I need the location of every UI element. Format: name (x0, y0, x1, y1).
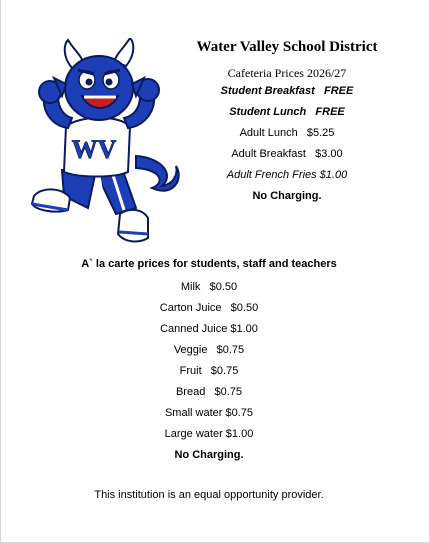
alacarte-item-milk: Milk $0.50 (180, 281, 238, 293)
student-lunch-price: Student Lunch FREE (229, 106, 345, 118)
equal-opportunity-statement: This institution is an equal opportunity provider. (94, 489, 324, 501)
alacarte-item-fruit: Fruit $0.75 (179, 365, 239, 377)
adult-breakfast-price: Adult Breakfast $3.00 (231, 148, 343, 160)
header-block (186, 36, 388, 207)
blue-devil-mascot-icon (24, 38, 182, 252)
price-year-subtitle: Cafeteria Prices 2026/27 (227, 66, 347, 80)
student-breakfast-price: Student Breakfast FREE (220, 85, 354, 97)
no-charging-note: No Charging. (252, 190, 322, 202)
alacarte-item-canned-juice: Canned Juice $1.00 (160, 323, 258, 335)
alacarte-item-veggie: Veggie $0.75 (173, 344, 245, 356)
adult-french-fries-price: Adult French Fries $1.00 (226, 169, 348, 181)
alacarte-item-carton-juice: Carton Juice $0.50 (159, 302, 259, 314)
alacarte-heading: A` la carte prices for students, staff and teachers (81, 258, 337, 270)
district-title: Water Valley School District (196, 39, 378, 55)
alacarte-no-charging-note: No Charging. (174, 449, 244, 461)
adult-lunch-price: Adult Lunch $5.25 (239, 127, 335, 139)
alacarte-item-small-water: Small water $0.75 (164, 407, 254, 419)
alacarte-item-bread: Bread $0.75 (175, 386, 243, 398)
alacarte-section (0, 256, 418, 466)
alacarte-item-large-water: Large water $1.00 (164, 428, 254, 440)
shirt-letters: WV (71, 135, 117, 164)
